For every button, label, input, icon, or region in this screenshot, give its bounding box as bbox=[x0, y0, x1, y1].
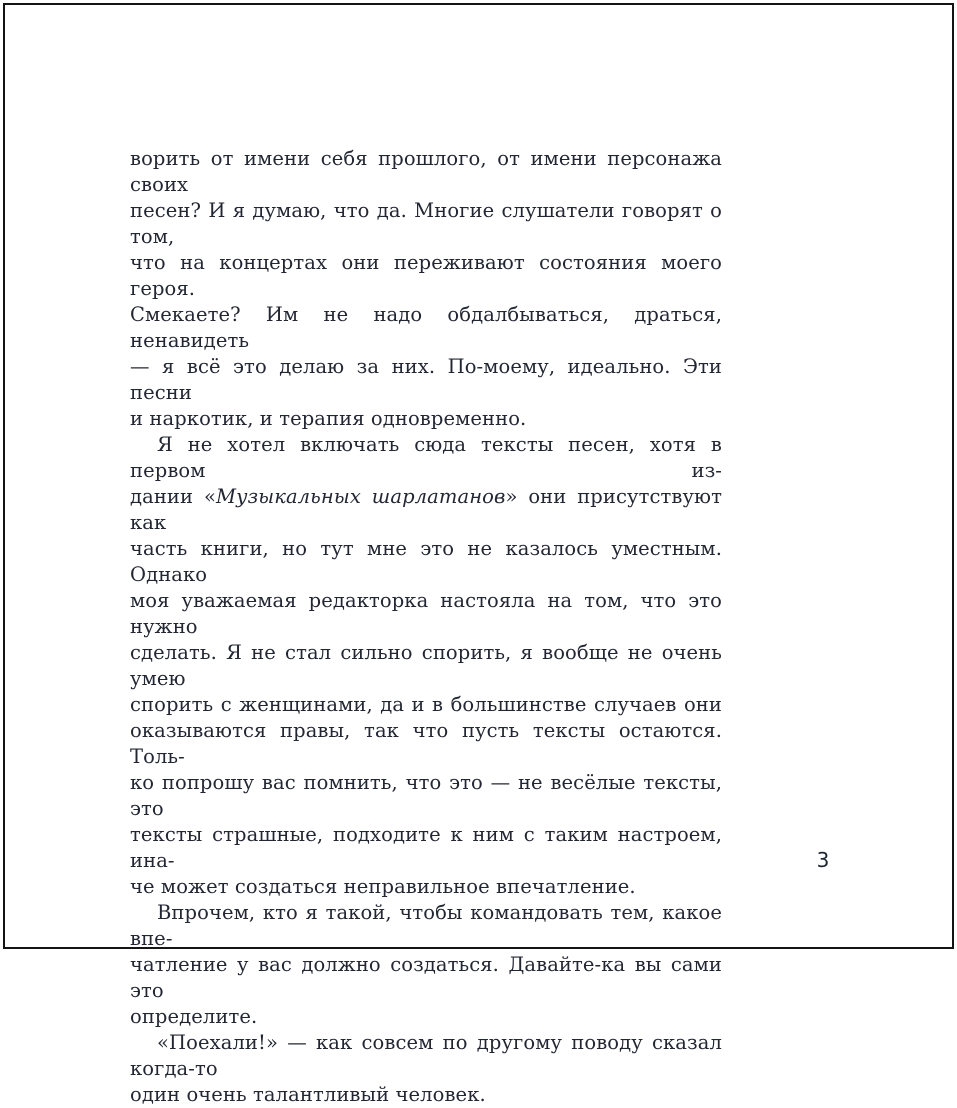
text-segment: чатление у вас должно создаться. Давайте-ка вы сами это bbox=[130, 953, 722, 1002]
text-segment: один очень талантливый человек. bbox=[130, 1083, 486, 1106]
text-line bbox=[130, 146, 722, 198]
text-segment: оказываются правы, так что пусть тексты остаются. Толь- bbox=[130, 719, 722, 768]
text-line bbox=[130, 406, 722, 432]
text-line bbox=[130, 354, 722, 406]
text-line bbox=[130, 640, 722, 692]
paragraph bbox=[130, 146, 722, 432]
paragraph bbox=[130, 1030, 722, 1108]
text-line bbox=[130, 900, 722, 952]
text-segment: часть книги, но тут мне это не казалось уместным. Однако bbox=[130, 537, 722, 586]
text-block bbox=[130, 146, 722, 1108]
text-line bbox=[130, 718, 722, 770]
text-segment: определите. bbox=[130, 1005, 258, 1028]
text-line bbox=[130, 1030, 722, 1082]
text-segment: тексты страшные, подходите к ним с таким настроем, ина- bbox=[130, 823, 722, 872]
text-segment: — я всё это делаю за них. По-моему, идеально. Эти песни bbox=[130, 355, 722, 404]
text-segment: моя уважаемая редакторка настояла на том, что это нужно bbox=[130, 589, 722, 638]
text-segment: что на концертах они переживают состояния моего героя. bbox=[130, 251, 722, 300]
text-line bbox=[130, 822, 722, 874]
book-title-italic: Музыкальных шарлатанов bbox=[216, 485, 506, 508]
text-line bbox=[130, 302, 722, 354]
text-segment: ворить от имени себя прошлого, от имени персонажа своих bbox=[130, 147, 722, 196]
text-segment: дании « bbox=[130, 485, 216, 508]
paragraph bbox=[130, 900, 722, 1030]
text-segment: Я не хотел включать сюда тексты песен, хотя в первом из- bbox=[130, 433, 722, 482]
text-line bbox=[130, 770, 722, 822]
text-segment: и наркотик, и терапия одновременно. bbox=[130, 407, 527, 430]
text-line bbox=[130, 1082, 722, 1108]
text-line bbox=[130, 1004, 722, 1030]
text-segment: спорить с женщинами, да и в большинстве случаев они bbox=[130, 693, 722, 716]
text-line bbox=[130, 588, 722, 640]
text-segment: «Поехали!» — как совсем по другому поводу сказал когда-то bbox=[130, 1031, 722, 1080]
text-segment: песен? И я думаю, что да. Многие слушатели говорят о том, bbox=[130, 199, 722, 248]
page-number: 3 bbox=[816, 848, 830, 872]
text-line bbox=[130, 432, 722, 484]
text-line bbox=[130, 484, 722, 536]
text-line bbox=[130, 198, 722, 250]
text-segment: ко попрошу вас помнить, что это — не весёлые тексты, это bbox=[130, 771, 722, 820]
text-segment: че может создаться неправильное впечатление. bbox=[130, 875, 636, 898]
text-segment: » они присутствуют как bbox=[130, 485, 722, 534]
text-segment: сделать. Я не стал сильно спорить, я вообще не очень умею bbox=[130, 641, 722, 690]
text-segment: Смекаете? Им не надо обдалбываться, драться, ненавидеть bbox=[130, 303, 722, 352]
text-line bbox=[130, 250, 722, 302]
text-segment: Впрочем, кто я такой, чтобы командовать тем, какое впе- bbox=[130, 901, 722, 950]
text-line bbox=[130, 692, 722, 718]
text-line bbox=[130, 952, 722, 1004]
text-line bbox=[130, 536, 722, 588]
text-line bbox=[130, 874, 722, 900]
paragraph bbox=[130, 432, 722, 900]
